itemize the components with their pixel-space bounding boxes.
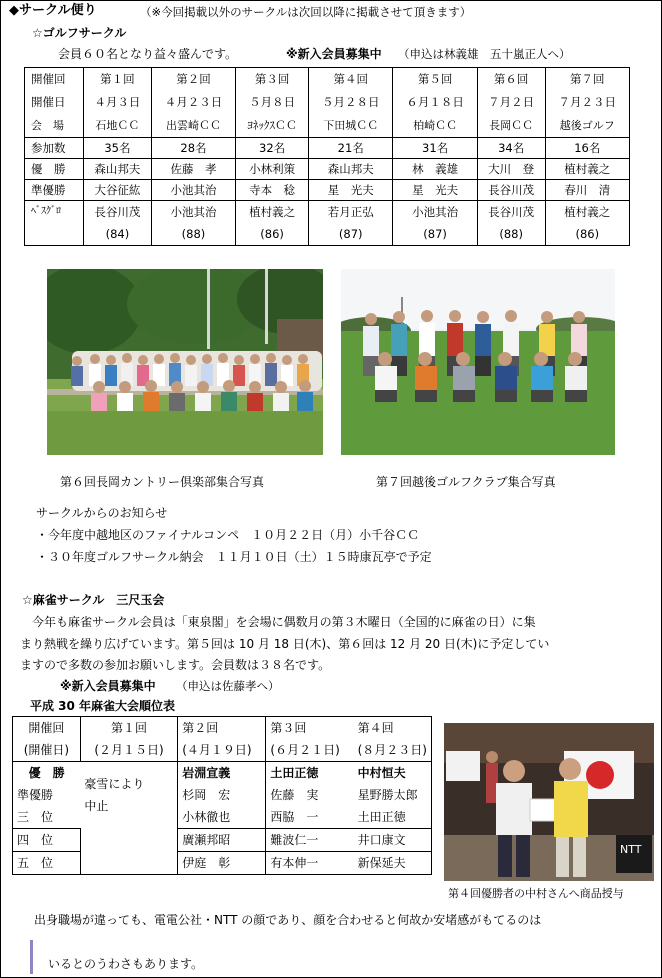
table-cell: 長谷川茂 <box>84 201 152 224</box>
golf-intro: 会員６０名となり益々盛んです。 <box>58 47 238 61</box>
golf-recruit: ※新入会員募集中 <box>286 47 382 61</box>
table-cell: 中村恒夫 <box>354 762 432 785</box>
row-label: 開催日 <box>25 91 84 114</box>
row-label: 参加数 <box>25 138 84 159</box>
table-cell: 第１回 <box>84 68 152 92</box>
row-label: ﾍﾞｽｸﾞﾛ <box>25 201 84 224</box>
table-cell: 星 光夫 <box>309 180 393 201</box>
table-row-winner <box>25 159 630 180</box>
table-cell: 28名 <box>151 138 235 159</box>
table-cell: ４月３日 <box>84 91 152 114</box>
table-cell: ４月２３日 <box>151 91 235 114</box>
table-row-score <box>25 223 630 246</box>
table-cell: 第７回 <box>545 68 629 92</box>
table-cell: 植村義之 <box>545 201 629 224</box>
table-cell-empty <box>80 852 177 875</box>
cancel-note-2: 中止 <box>84 799 109 814</box>
table-cell: ６月１８日 <box>393 91 477 114</box>
golf-recruit-contact: （申込は林義雄 五十嵐正人へ） <box>398 47 571 61</box>
group-photo-echigo <box>341 269 615 455</box>
table-cell: ﾖﾈｯｸｽＣＣ <box>236 114 309 138</box>
mahjong-results-table <box>12 716 432 875</box>
mahjong-para-2: まり熱戦を繰り広げています。第５回は 10 月 18 日(木)、第６回は 12 月 20 日(木)に予定してい <box>20 637 550 651</box>
footer-line-2: いるとのうわさもあります。 <box>48 957 204 971</box>
table-cell: 第３回 <box>236 68 309 92</box>
place-label: 四 位 <box>13 829 81 852</box>
table-cell: 佐藤 実 <box>266 784 354 806</box>
table-cell: 第４回 <box>309 68 393 92</box>
table-cell: 石地ＣＣ <box>84 114 152 138</box>
table-cell: 新保延夫 <box>354 852 432 875</box>
table-cell: 小池其治 <box>151 180 235 201</box>
table-cell: 小池其治 <box>151 201 235 224</box>
place-label: 優 勝 <box>13 762 81 785</box>
table-cell: 小林徹也 <box>178 806 266 829</box>
table-cell: (87) <box>309 223 393 246</box>
place-label: 三 位 <box>13 806 81 829</box>
table-cell: 林 義雄 <box>393 159 477 180</box>
table-cell: (８月２３日) <box>354 739 432 762</box>
table-cell: 小池其治 <box>393 201 477 224</box>
svg-text:NTT: NTT <box>620 843 642 856</box>
table-cell: (88) <box>151 223 235 246</box>
mahjong-para-1: 今年も麻雀サークル会員は「東泉閣」を会場に偶数月の第３木曜日（全国的に麻雀の日）に集 <box>32 615 536 629</box>
table-row-fourth <box>13 829 432 852</box>
col-header: (開催日) <box>13 739 81 762</box>
table-cell: 星野勝太郎 <box>354 784 432 806</box>
table-row-second <box>25 180 630 201</box>
table-cell: 小林利策 <box>236 159 309 180</box>
table-cell: 第３回 <box>266 717 354 740</box>
footer-line-1: 出身職場が違っても、電電公社・NTT の顔であり、顔を合わせると何故か安堵感がもてるのは <box>34 913 542 927</box>
mahjong-table-title: 平成 30 年麻雀大会順位表 <box>30 699 176 713</box>
table-cell: 第６回 <box>477 68 545 92</box>
mahjong-heading: ☆麻雀サークル 三尺玉会 <box>22 593 165 607</box>
table-cell: 第４回 <box>354 717 432 740</box>
place-label: 準優勝 <box>13 784 81 806</box>
table-cell: 春川 清 <box>545 180 629 201</box>
table-cell: 井口康文 <box>354 829 432 852</box>
table-cell: ７月２日 <box>477 91 545 114</box>
table-cell: 35名 <box>84 138 152 159</box>
table-cell: 岩淵宣義 <box>178 762 266 785</box>
notice-title: サークルからのお知らせ <box>36 506 168 520</box>
table-cell: 伊庭 彰 <box>178 852 266 875</box>
table-cell: (２月１５日) <box>80 739 177 762</box>
photo1-caption: 第６回長岡カントリー倶楽部集合写真 <box>60 475 265 489</box>
table-cell: (86) <box>545 223 629 246</box>
table-cell: 32名 <box>236 138 309 159</box>
table-cell: 第２回 <box>178 717 266 740</box>
table-cell: (84) <box>84 223 152 246</box>
table-cell: 長谷川茂 <box>477 180 545 201</box>
table-row-count <box>25 138 630 159</box>
table-row-third <box>13 806 432 829</box>
table-cell: ５月８日 <box>236 91 309 114</box>
table-cell: (88) <box>477 223 545 246</box>
table-cell: 柏崎ＣＣ <box>393 114 477 138</box>
row-label-empty <box>25 223 84 246</box>
table-cell: 森山邦夫 <box>309 159 393 180</box>
notice-item-1: ・今年度中越地区のファイナルコンペ １０月２２日（月）小千谷ＣＣ <box>36 528 420 542</box>
table-cell: 第１回 <box>80 717 177 740</box>
table-cell: 越後ゴルフ <box>545 114 629 138</box>
table-cell: 星 光夫 <box>393 180 477 201</box>
table-cell: 森山邦夫 <box>84 159 152 180</box>
table-cell: 第５回 <box>393 68 477 92</box>
col-header: 開催回 <box>13 717 81 740</box>
mahjong-recruit: ※新入会員募集中 <box>60 679 156 693</box>
table-cell: 佐藤 孝 <box>151 159 235 180</box>
table-cell: ５月２８日 <box>309 91 393 114</box>
table-cell: 植村義之 <box>236 201 309 224</box>
table-cell: 21名 <box>309 138 393 159</box>
table-row-round <box>13 717 432 740</box>
row-label: 開催回 <box>25 68 84 92</box>
group-photo-nagaoka <box>47 269 323 455</box>
row-label: 準優勝 <box>25 180 84 201</box>
mahjong-recruit-contact: （申込は佐藤孝へ） <box>176 679 280 693</box>
place-label: 五 位 <box>13 852 81 875</box>
photo2-caption: 第７回越後ゴルフクラブ集合写真 <box>376 475 556 489</box>
table-cell: 長岡ＣＣ <box>477 114 545 138</box>
table-cell: 難波仁一 <box>266 829 354 852</box>
table-cell: 16名 <box>545 138 629 159</box>
table-cell: 寺本 稔 <box>236 180 309 201</box>
table-row-winner <box>13 762 432 785</box>
header-note: （※今回掲載以外のサークルは次回以降に掲載させて頂きます） <box>140 5 472 19</box>
table-cell-empty <box>80 829 177 852</box>
table-cell: 西脇 一 <box>266 806 354 829</box>
table-cell: 出雲崎ＣＣ <box>151 114 235 138</box>
golf-results-table <box>24 67 630 246</box>
award-photo <box>444 723 654 881</box>
table-cell: 杉岡 宏 <box>178 784 266 806</box>
table-cell: 若月正弘 <box>309 201 393 224</box>
table-cell: 第２回 <box>151 68 235 92</box>
notice-item-2: ・３０年度ゴルフサークル納会 １１月１０日（土）１５時康瓦亭で予定 <box>36 550 432 564</box>
table-cell: 土田正徳 <box>354 806 432 829</box>
table-row-venue <box>25 114 630 138</box>
table-row-round <box>25 68 630 92</box>
table-cell: 有本伸一 <box>266 852 354 875</box>
table-cell: (86) <box>236 223 309 246</box>
table-row-fifth <box>13 852 432 875</box>
row-label: 優 勝 <box>25 159 84 180</box>
table-cell: (４月１９日) <box>178 739 266 762</box>
table-row-second <box>13 784 432 806</box>
table-cell: 大谷征紘 <box>84 180 152 201</box>
table-cell: 34名 <box>477 138 545 159</box>
table-cell: 長谷川茂 <box>477 201 545 224</box>
table-cell: 下田城ＣＣ <box>309 114 393 138</box>
page-title: ◆サークル便り <box>9 3 97 18</box>
mahjong-para-3: ますので多数の参加お願いします。会員数は３８名です。 <box>20 658 331 672</box>
table-cell: 廣瀬邦昭 <box>178 829 266 852</box>
table-cell: (87) <box>393 223 477 246</box>
table-row-bestgross <box>25 201 630 224</box>
table-cell: ７月２３日 <box>545 91 629 114</box>
table-cell: 31名 <box>393 138 477 159</box>
round1-cancelled <box>80 762 177 829</box>
table-cell: 大川 登 <box>477 159 545 180</box>
table-cell: (６月２１日) <box>266 739 354 762</box>
table-cell: 植村義之 <box>545 159 629 180</box>
table-row-date <box>25 91 630 114</box>
row-label: 会 場 <box>25 114 84 138</box>
cancel-note-1: 豪雪により <box>84 777 145 792</box>
golf-heading: ☆ゴルフサークル <box>32 26 127 40</box>
award-photo-caption: 第４回優勝者の中村さんへ商品授与 <box>448 887 624 900</box>
table-cell: 土田正徳 <box>266 762 354 785</box>
table-row-date <box>13 739 432 762</box>
